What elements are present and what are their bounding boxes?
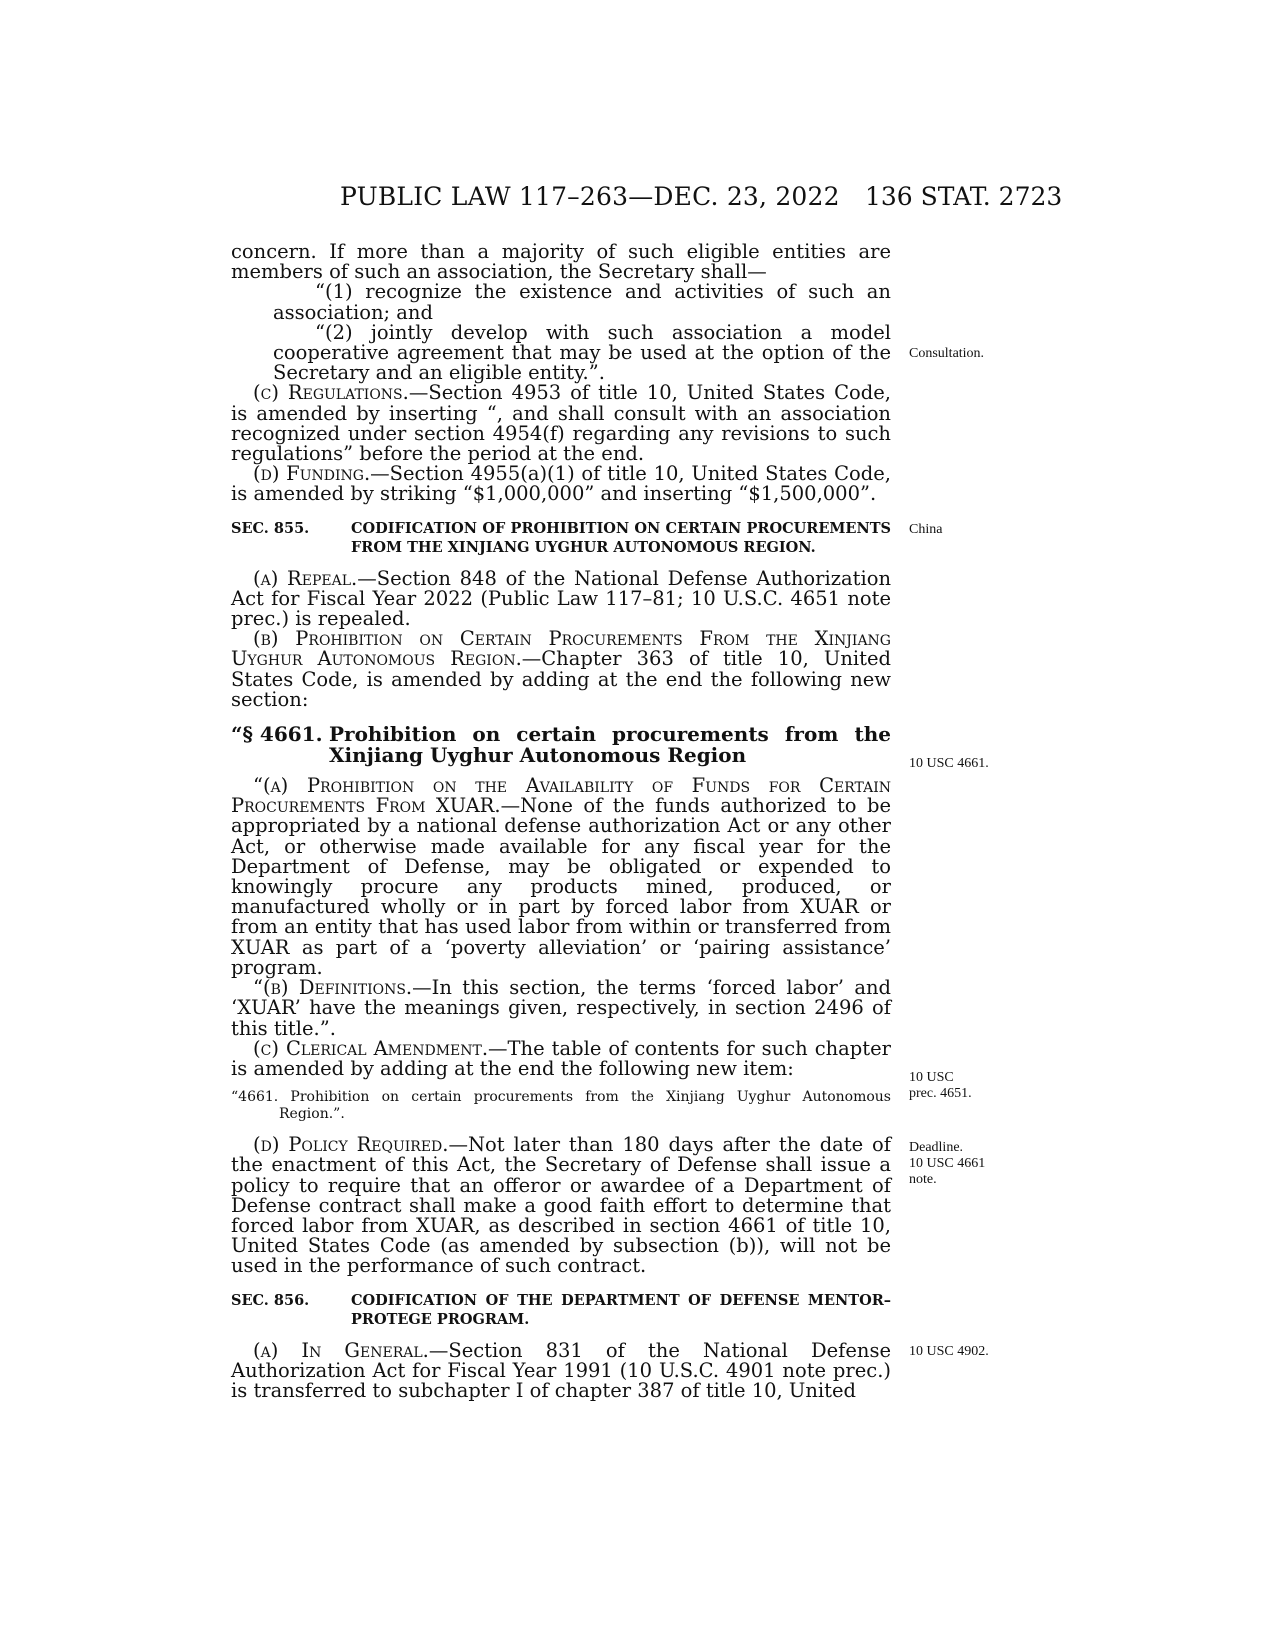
section-855-heading: [231, 519, 891, 557]
page-number: 136 STAT. 2723: [865, 182, 1063, 211]
section-4661-number: “§ 4661.: [231, 722, 323, 747]
running-header-title: PUBLIC LAW 117–263—DEC. 23, 2022: [340, 182, 840, 211]
regulations-text: —Section 4953 of title 10, United States Code, is amended by inserting “, and shall consult with an association recognized under section 4954(f) regarding any revisions to such regulations” before the period at the end.: [231, 381, 891, 466]
section-856-number: SEC. 856.: [231, 1291, 310, 1309]
definitions-heading: “(b) Definitions.: [253, 976, 413, 1000]
clerical-heading: (c) Clerical Amendment.: [253, 1036, 489, 1060]
paragraph-in-general: [231, 1338, 891, 1402]
margin-note-line: 10 USC 4661: [909, 1156, 986, 1171]
section-4661-title: Prohibition on certain procurements from the Xinjiang Uyghur Autonomous Region: [329, 722, 891, 768]
paragraph-funding: [231, 464, 891, 504]
prohibition-heading: (b) Prohibition on Certain Procurements From the Xinjiang Uyghur Autonomous Region.: [231, 627, 891, 671]
margin-note-10-usc-4902: 10 USC 4902.: [909, 1344, 989, 1359]
section-856-title: CODIFICATION OF THE DEPARTMENT OF DEFENSE MENTOR–PROTEGE PROGRAM.: [351, 1291, 891, 1328]
regulations-heading: (c) Regulations.: [253, 381, 409, 405]
policy-heading: (d) Policy Required.: [253, 1133, 449, 1157]
margin-note-10-usc-prec-4651: [909, 1070, 1029, 1102]
paragraph-clerical-amendment: [231, 1036, 891, 1080]
repeal-text: —Section 848 of the National Defense Authorization Act for Fiscal Year 2022 (Public Law 117–81; 10 U.S.C. 4651 note prec.) is repealed.: [231, 566, 892, 631]
margin-note-consultation: Consultation.: [909, 346, 985, 361]
funding-heading: (d) Funding.: [253, 462, 371, 486]
margin-note-china: China: [909, 522, 943, 537]
funding-text: —Section 4955(a)(1) of title 10, United States Code, is amended by striking “$1,000,000” and inserting “$1,500,000”.: [231, 462, 891, 506]
section-856-heading: [231, 1291, 891, 1329]
section-4661-heading: [231, 724, 891, 766]
policy-text: —Not later than 180 days after the date of the enactment of this Act, the Secretary of Defense shall issue a policy to require that an offeror or awardee of a Department of Defense contract shall make a good faith effort to determine that forced labor from XUAR, as described in section 4661 of title 10, United States Code (as amended by subsection (b)), will not be used in the performance of such contract.: [231, 1133, 892, 1278]
margin-note-line: note.: [909, 1172, 937, 1187]
definitions-text: —In this section, the terms ‘forced labor’ and ‘XUAR’ have the meanings given, respectively, in section 2496 of this title.”.: [231, 976, 892, 1040]
section-855-title: CODIFICATION OF PROHIBITION ON CERTAIN PROCUREMENTS FROM THE XINJIANG UYGHUR AUTONOMOUS REGION.: [351, 519, 891, 556]
section-855-number: SEC. 855.: [231, 519, 310, 537]
clerical-text: —The table of contents for such chapter is amended by adding at the end the following new item:: [231, 1036, 891, 1080]
margin-note-10-usc-4661: 10 USC 4661.: [909, 756, 989, 771]
paragraph-item-1: “(1) recognize the existence and activities of such an association; and: [273, 280, 891, 324]
paragraph-continuation: concern. If more than a majority of such eligible entities are members of such an association, the Secretary shall—: [231, 240, 891, 284]
body-text: [231, 242, 891, 1401]
margin-note-line: prec. 4651.: [909, 1086, 972, 1101]
table-of-contents-item: “4661. Prohibition on certain procurements from the Xinjiang Uyghur Autonomous Region.”.: [231, 1089, 891, 1123]
paragraph-item-2: “(2) jointly develop with such association a model cooperative agreement that may be used at the option of the Secretary and an eligible entity.”.: [273, 320, 891, 385]
paragraph-regulations: [231, 383, 891, 464]
prohibition-text: —Chapter 363 of title 10, United States Code, is amended by adding at the end the following new section:: [231, 647, 891, 711]
paragraph-definitions: [231, 978, 891, 1039]
paragraph-policy-required: [231, 1135, 891, 1276]
in-general-text: —Section 831 of the National Defense Authorization Act for Fiscal Year 1991 (10 U.S.C. 4901 note prec.) is transferred to subchapter I of chapter 387 of title 10, United: [231, 1338, 891, 1402]
availability-heading: “(a) Prohibition on the Availability of Funds for Certain Procurements From XUAR.: [231, 774, 891, 818]
repeal-heading: (a) Repeal.: [253, 566, 358, 590]
margin-note-line: Deadline.: [909, 1140, 964, 1155]
availability-text: —None of the funds authorized to be appropriated by a national defense authorization Act or any other Act, or otherwise made available for any fiscal year for the Department of Defense, may be obligated or expended to knowingly procure any products mined, produced, or manufactured wholly or in part by forced labor from XUAR or from an entity that has used labor from within or transferred from XUAR as part of a ‘poverty alleviation’ or ‘pairing assistance’ program.: [231, 794, 891, 979]
in-general-heading: (a) In General.: [253, 1338, 429, 1362]
paragraph-availability-of-funds: [231, 776, 891, 978]
margin-note-line: 10 USC: [909, 1070, 954, 1085]
paragraph-repeal: [231, 566, 892, 631]
margin-note-deadline: [909, 1140, 1029, 1188]
paragraph-prohibition: [231, 629, 891, 710]
